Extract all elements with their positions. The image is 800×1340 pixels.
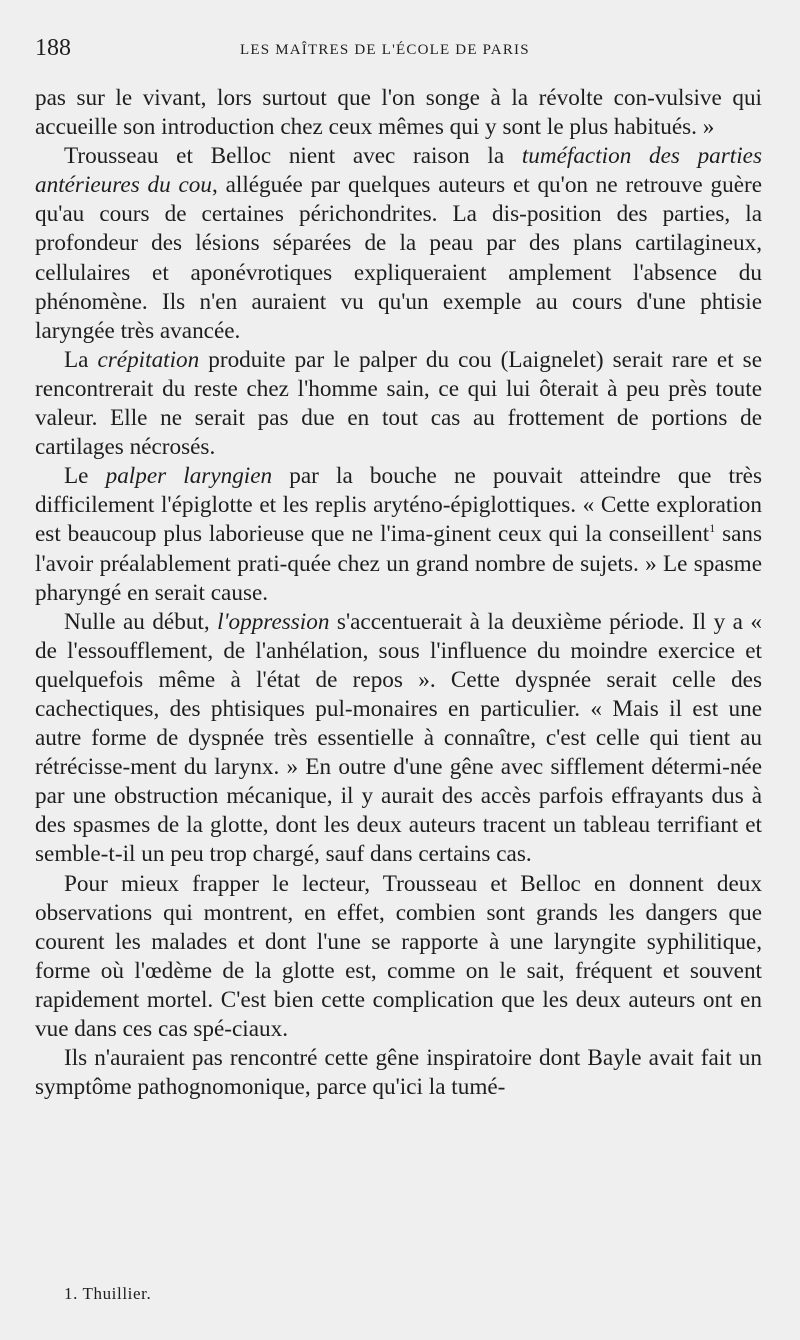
paragraph-text: sans l'avoir préalablement prati-quée chez un grand nombre de sujets. » Le spasme pharyngé en serait cause.: [35, 521, 762, 606]
paragraph-text: Nulle au début,: [64, 608, 218, 635]
paragraph: [35, 608, 762, 870]
paragraph: pas sur le vivant, lors surtout que l'on songe à la révolte con-vulsive qui accueille son introduction chez ceux mêmes qui y sont le plus habitués. »: [35, 85, 762, 141]
page-header: [35, 34, 765, 66]
paragraph-text: , alléguée par quelques auteurs et qu'on ne retrouve guère qu'au cours de certaines périchondrites. La dis-position des parties, la profondeur des lésions séparées de la peau par des plans cartilagineux, cellulaires et aponévrotiques expliqueraient amplement l'absence du phénomène. Ils n'en auraient vu qu'un exemple au cours d'une phtisie laryngée très avancée.: [35, 172, 762, 344]
paragraph: [35, 142, 762, 346]
body-text: [35, 84, 762, 1102]
paragraph: Pour mieux frapper le lecteur, Trousseau et Belloc en donnent deux observations qui montrent, en effet, combien sont grands les dangers que courent les malades et dont l'une se rapporte à une laryngite syphilitique, forme où l'œdème de la glotte est, comme on le sait, fréquent et souvent rapidement mortel. C'est bien cette complication que les deux auteurs ont en vue dans ces cas spé-ciaux.: [35, 870, 762, 1042]
paragraph-text: s'accentuerait à la deuxième période. Il y a « de l'essoufflement, de l'anhélation, sous l'influence du moindre exercice et quelquefois même à l'état de repos ». Cette dyspnée serait celle des cachectiques, des phtisiques pul-monaires en particulier. « Mais il est une autre forme de dyspnée très essentielle à connaître, c'est celle qui tient au rétrécisse-ment du larynx. » En outre d'une gêne avec sifflement détermi-née par une obstruction mécanique, il y aurait des accès parfois effrayants dus à des spasmes de la glotte, dont les deux auteurs tracent un tableau terrifiant et semble-t-il un peu trop chargé, sauf dans certains cas.: [35, 608, 762, 868]
footnote-marker: 1: [709, 521, 716, 536]
paragraph-text: La: [64, 346, 98, 373]
emphasis-term: crépitation: [97, 346, 200, 373]
paragraph-text: Trousseau et Belloc nient avec raison la: [64, 143, 522, 170]
emphasis-term: tuméfaction des parties antérieures du cou: [35, 143, 763, 199]
running-title: LES MAÎTRES DE L'ÉCOLE DE PARIS: [240, 42, 530, 58]
paragraph-text: produite par le palper du cou (Laignelet) serait rare et se rencontrerait du reste chez l'homme sain, ce qui lui ôterait à peu près toute valeur. Elle ne serait pas due en tout cas au frottement de portions de cartilages nécrosés.: [35, 346, 762, 461]
paragraph: [35, 462, 762, 607]
paragraph-text: Le: [64, 463, 106, 490]
paragraph-text: par la bouche ne pouvait atteindre que très difficilement l'épiglotte et les replis aryténo-épiglottiques. « Cette exploration est beaucoup plus laborieuse que ne l'ima-ginent ceux qui la conseillent: [35, 463, 762, 548]
footnote: 1. Thuillier.: [64, 1284, 152, 1303]
paragraph: Ils n'auraient pas rencontré cette gêne inspiratoire dont Bayle avait fait un symptôme pathognomonique, parce qu'ici la tumé-: [35, 1045, 762, 1101]
emphasis-term: l'oppression: [217, 608, 330, 635]
emphasis-term: palper laryngien: [105, 463, 273, 490]
page-number: 188: [35, 35, 71, 61]
paragraph: [35, 346, 762, 462]
